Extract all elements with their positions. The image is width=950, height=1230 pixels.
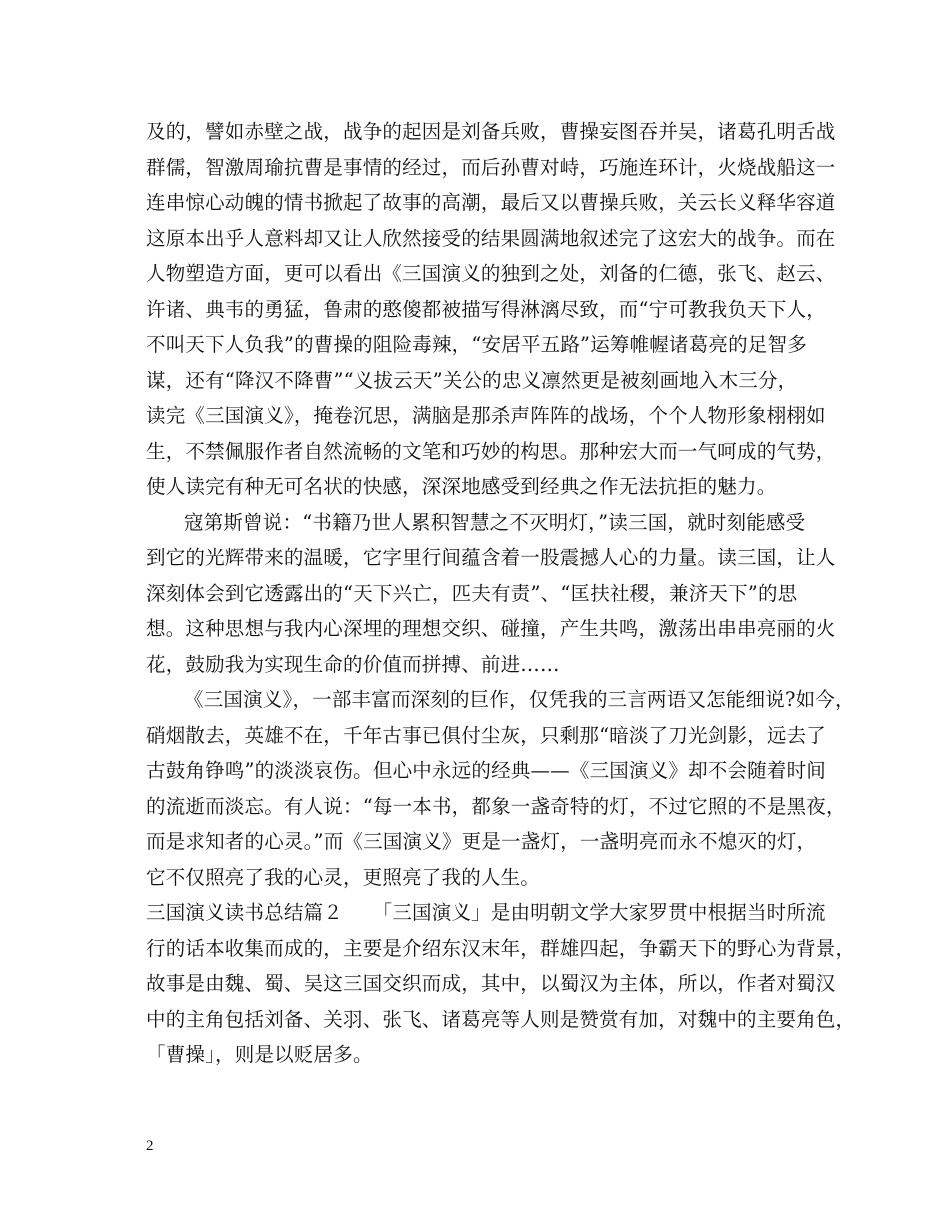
- text-line: 故事是由魏、蜀、吴这三国交织而成，其中，以蜀汉为主体，所以，作者对蜀汉: [146, 972, 836, 995]
- paragraph-start-line: 《三国演义》，一部丰富而深刻的巨作，仅凭我的三言两语又怎能细说?如今，: [184, 688, 855, 711]
- text-line: 它不仅照亮了我的心灵，更照亮了我的人生。: [146, 866, 541, 889]
- section-heading-line: 三国演义读书总结篇２ 「三国演义」是由明朝文学大家罗贯中根据当时所流: [146, 901, 826, 924]
- text-line: 花，鼓励我为实现生命的价值而拼搏、前进……: [146, 653, 560, 676]
- text-line: 及的，譬如赤壁之战，战争的起因是刘备兵败，曹操妄图吞并吴，诸葛孔明舌战: [146, 120, 836, 143]
- text-line: 深刻体会到它透露出的“天下兴亡，匹夫有责”、“匡扶社稷，兼济天下”的思: [146, 582, 798, 605]
- text-line: 许诸、典韦的勇猛，鲁肃的憨傻都被描写得淋漓尽致，而“宁可教我负天下人，: [146, 298, 826, 321]
- text-line: 人物塑造方面，更可以看出《三国演义的独到之处，刘备的仁德，张飞、赵云、: [146, 262, 836, 285]
- text-line: 「曹操」，则是以贬居多。: [146, 1043, 373, 1066]
- text-line: 生，不禁佩服作者自然流畅的文笔和巧妙的构思。那种宏大而一气呵成的气势，: [146, 440, 836, 463]
- text-line: 不叫天下人负我”的曹操的阻险毒辣，“安居平五路”运筹帷幄诸葛亮的足智多: [146, 333, 807, 356]
- text-line: 硝烟散去，英雄不在，千年古事已俱付尘灰，只剩那“暗淡了刀光剑影，远去了: [146, 724, 826, 747]
- text-line: 想。这种思想与我内心深埋的理想交织、碰撞，产生共鸣，激荡出串串亮丽的火: [146, 617, 836, 640]
- text-line: 这原本出乎人意料却又让人欣然接受的结果圆满地叙述完了这宏大的战争。而在: [146, 227, 836, 250]
- text-line: 连串惊心动魄的情书掀起了故事的高潮，最后又以曹操兵败，关云长义释华容道: [146, 191, 836, 214]
- text-line: 谋，还有“降汉不降曹”“义拔云天”关公的忠义凛然更是被刻画地入木三分，: [146, 369, 798, 392]
- text-line: 读完《三国演义》，掩卷沉思，满脑是那杀声阵阵的战场，个个人物形象栩栩如: [146, 404, 826, 427]
- page-number: 2: [146, 1138, 154, 1154]
- text-line: 而是求知者的心灵。”而《三国演义》更是一盏灯，一盏明亮而永不熄灭的灯，: [146, 830, 817, 853]
- text-line: 到它的光辉带来的温暖，它字里行间蕴含着一股震撼人心的力量。读三国，让人: [146, 546, 836, 569]
- text-line: 古鼓角铮鸣”的淡淡哀伤。但心中永远的经典——《三国演义》却不会随着时间: [146, 759, 826, 782]
- text-line: 行的话本收集而成的，主要是介绍东汉末年，群雄四起，争霸天下的野心为背景，: [146, 937, 856, 960]
- paragraph-start-line: 寇第斯曾说：“书籍乃世人累积智慧之不灭明灯，”读三国，就时刻能感受: [184, 511, 806, 534]
- text-line: 中的主角包括刘备、关羽、张飞、诸葛亮等人则是赞赏有加，对魏中的主要角色，: [146, 1008, 856, 1031]
- text-line: 使人读完有种无可名状的快感，深深地感受到经典之作无法抗拒的魅力。: [146, 475, 777, 498]
- text-line: 的流逝而淡忘。有人说：“每一本书，都象一盏奇特的灯，不过它照的不是黑夜，: [146, 795, 846, 818]
- text-line: 群儒，智激周瑜抗曹是事情的经过，而后孙曹对峙，巧施连环计，火烧战船这一: [146, 156, 836, 179]
